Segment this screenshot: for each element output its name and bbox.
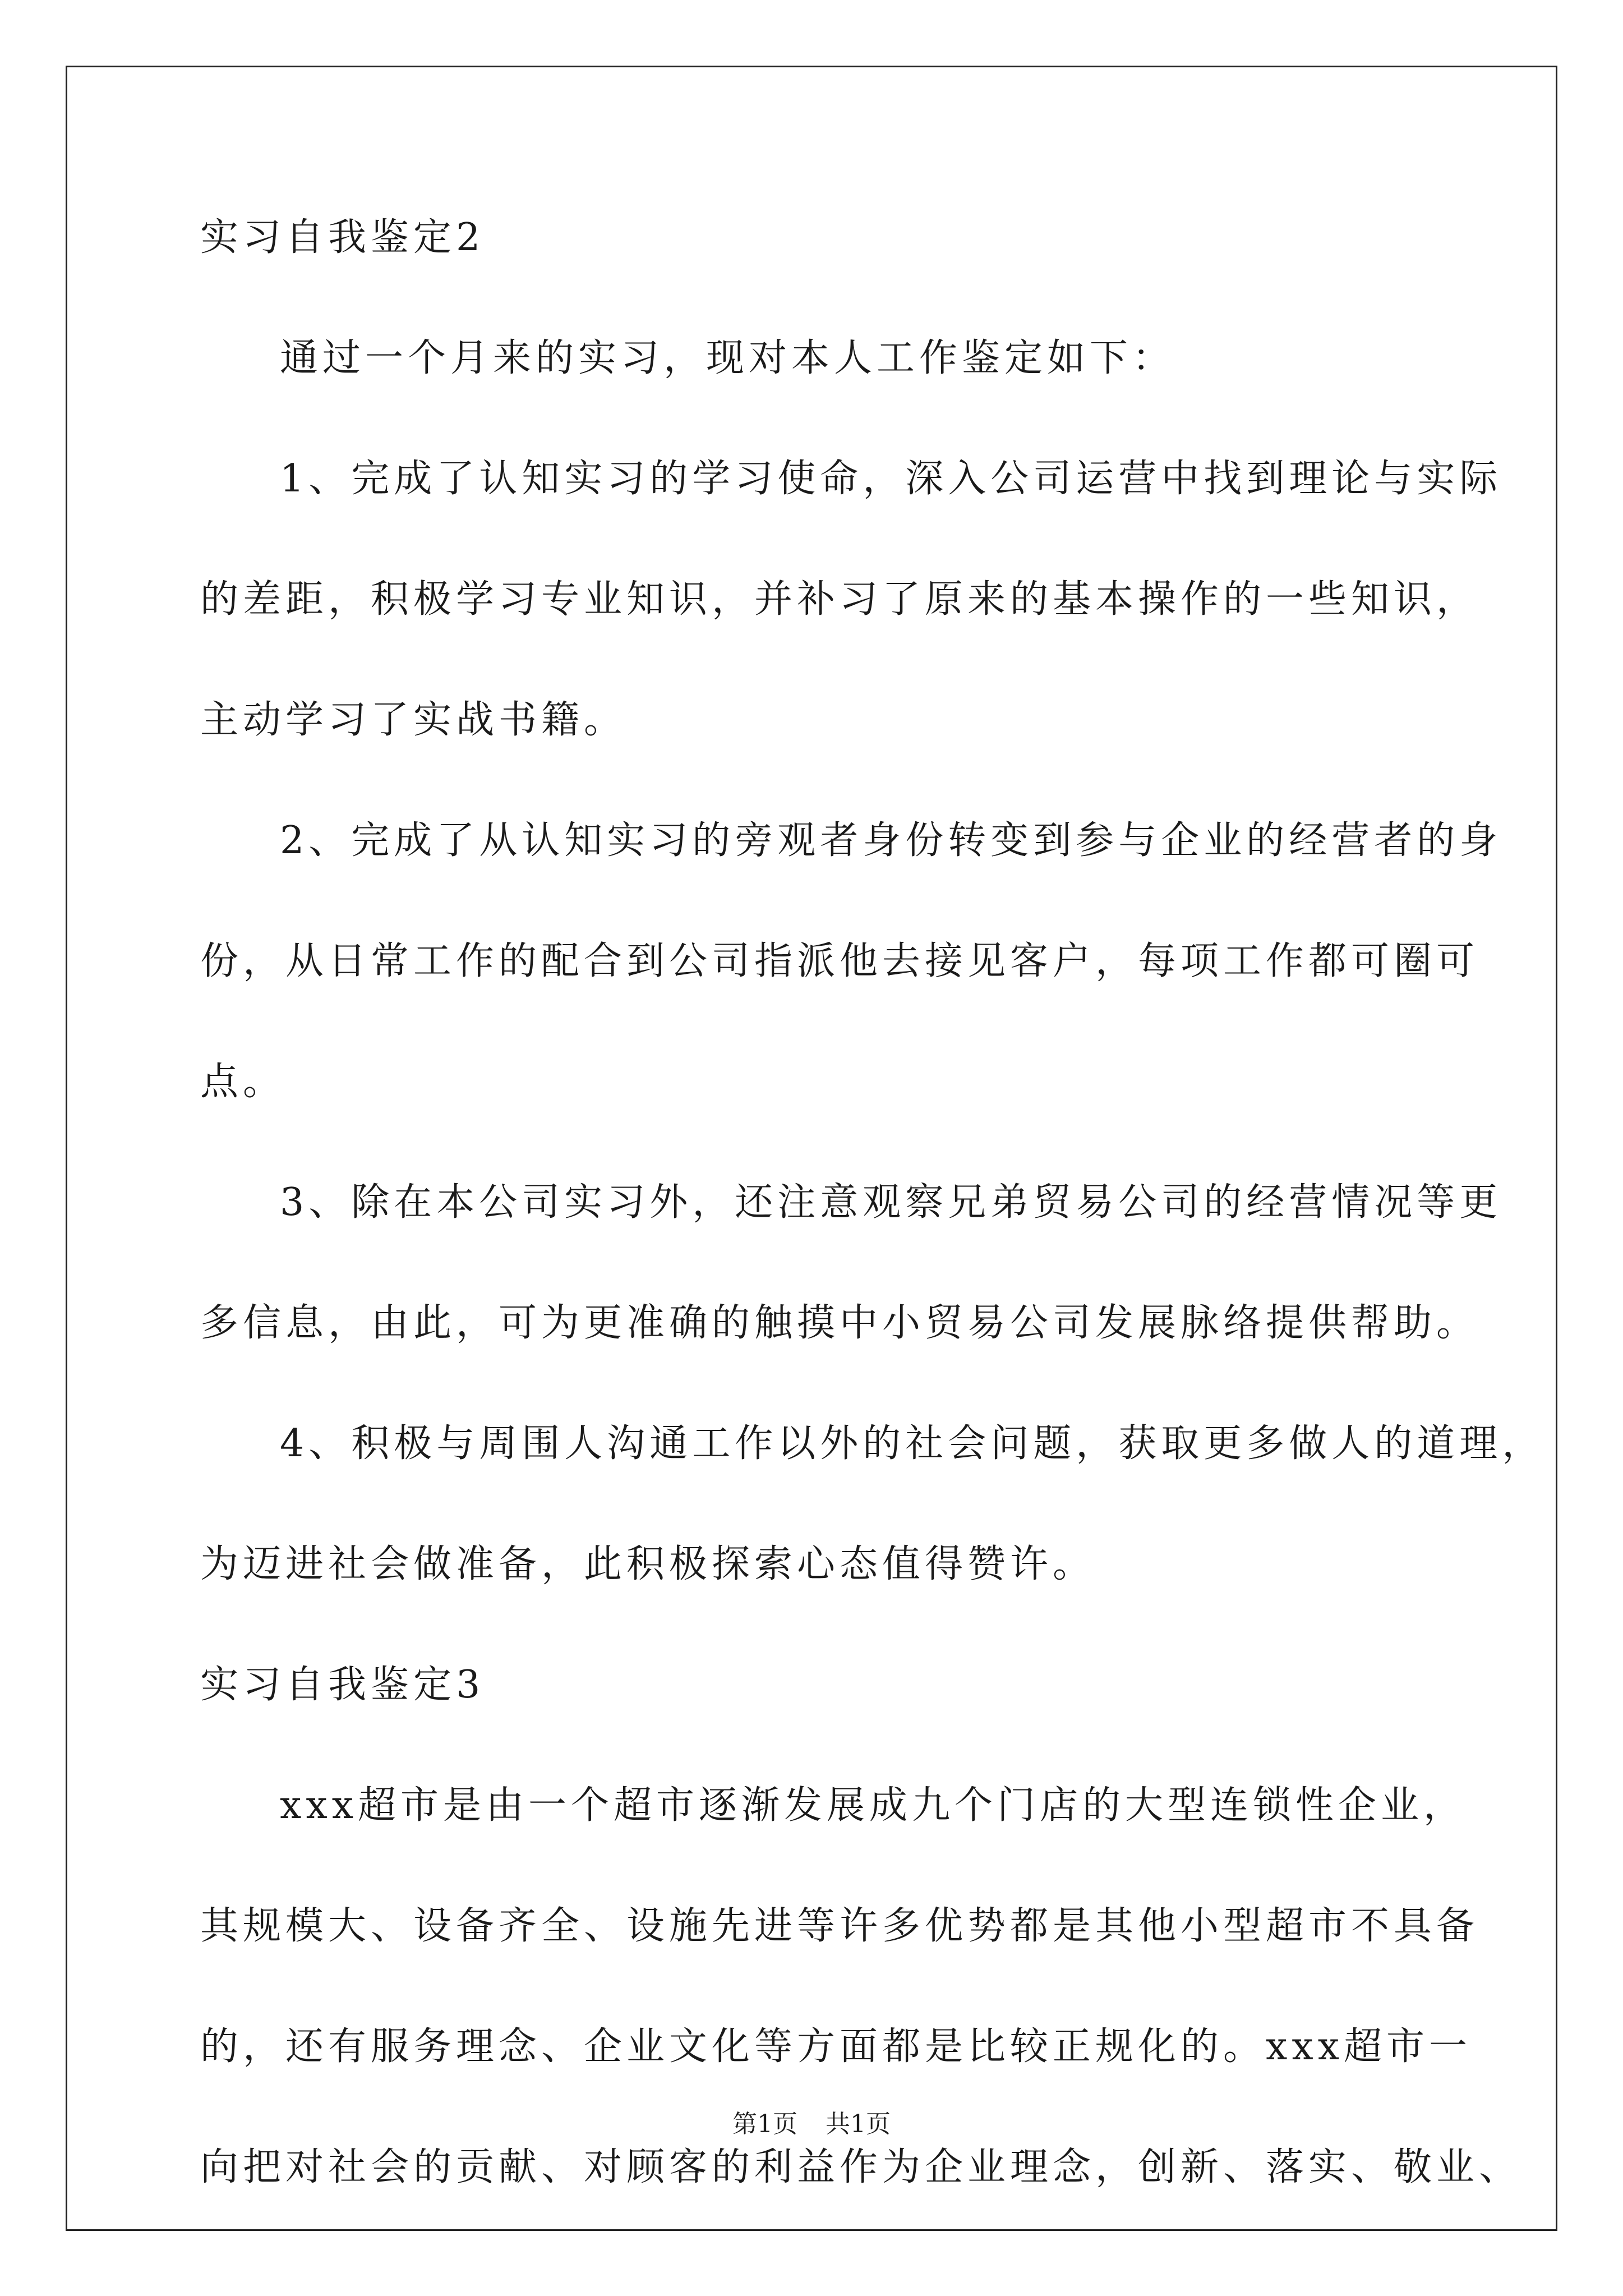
- section-heading: [200, 208, 1445, 268]
- document-body: [200, 208, 1545, 2258]
- paragraph-line: 的差距，积极学习专业知识，并补习了原来的基本操作的一些知识，: [200, 577, 1479, 622]
- paragraph-line: 1、完成了认知实习的学习使命，深入公司运营中找到理论与实际: [280, 457, 1502, 501]
- paragraph-line: 份，从日常工作的配合到公司指派他去接见客户，每项工作都可圈可: [200, 939, 1479, 983]
- paragraph-line: 多信息，由此，可为更准确的触摸中小贸易公司发展脉络提供帮助。: [200, 1301, 1479, 1345]
- section-heading: [200, 1655, 1445, 1715]
- paragraph-line: 主动学习了实战书籍。: [200, 698, 627, 742]
- paragraph-line: 2、完成了从认知实习的旁观者身份转变到参与企业的经营者的身: [280, 818, 1502, 863]
- paragraph: [200, 449, 1502, 751]
- paragraph: [200, 811, 1502, 1112]
- paragraph: [200, 328, 1445, 389]
- page-total: 共1页: [826, 2110, 891, 2138]
- paragraph-line: 向把对社会的贡献、对顾客的利益作为企业理念，创新、落实、敬业、: [200, 2145, 1522, 2189]
- page-number: 第1页: [732, 2110, 797, 2138]
- heading-text: 实习自我鉴定2: [200, 215, 485, 260]
- paragraph-line: 4、积极与周围人沟通工作以外的社会问题，获取更多做人的道理，: [280, 1421, 1545, 1466]
- paragraph-line: xxx超市是由一个超市逐渐发展成九个门店的大型连锁性企业，: [280, 1783, 1467, 1828]
- heading-text: 实习自我鉴定3: [200, 1663, 485, 1707]
- paragraph-line: 为迈进社会做准备，此积极探索心态值得赞许。: [200, 1542, 1096, 1586]
- paragraph: [200, 1414, 1545, 1595]
- paragraph: [200, 1172, 1502, 1354]
- paragraph-line: 的，还有服务理念、企业文化等方面都是比较正规化的。xxx超市一: [200, 2024, 1472, 2069]
- paragraph-line: 点。: [200, 1060, 286, 1104]
- paragraph-line: 3、除在本公司实习外，还注意观察兄弟贸易公司的经营情况等更: [280, 1180, 1502, 1225]
- page-footer: [0, 2108, 1623, 2141]
- paragraph-line: 其规模大、设备齐全、设施先进等许多优势都是其他小型超市不具备: [200, 1904, 1479, 1948]
- paragraph-line: 通过一个月来的实习，现对本人工作鉴定如下：: [280, 336, 1175, 380]
